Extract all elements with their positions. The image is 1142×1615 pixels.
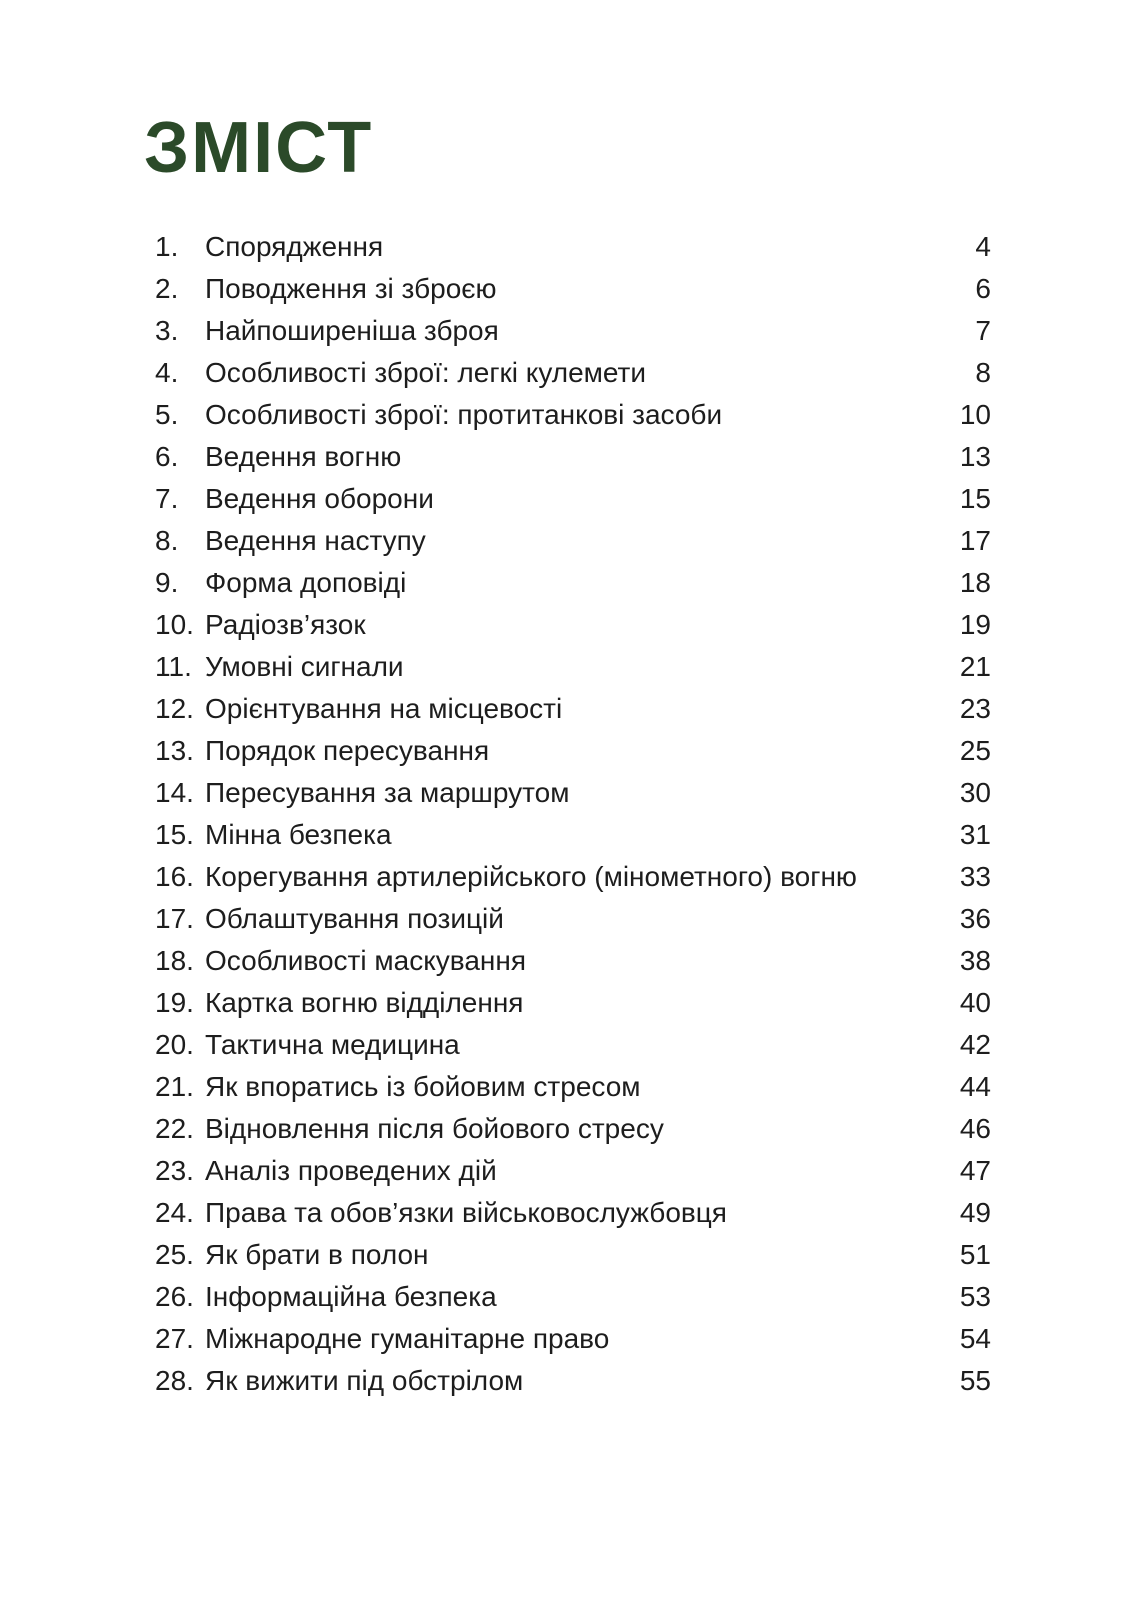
toc-row-title: Корегування артилерійського (мінометного) вогню [205, 861, 857, 892]
toc-row-title: Ведення оборони [205, 483, 434, 514]
toc-row [155, 982, 991, 1024]
toc-row-number: 24. [155, 1197, 194, 1228]
toc-row-number: 8. [155, 525, 179, 556]
toc-row-page: 7 [975, 315, 991, 346]
toc-row-title: Особливості зброї: протитанкові засоби [205, 399, 723, 430]
toc-row-page: 49 [959, 1197, 991, 1228]
toc-row-page: 25 [959, 735, 991, 766]
toc-row-page: 17 [959, 525, 991, 556]
toc-row [155, 1150, 991, 1192]
toc-row-title: Особливості маскування [205, 945, 526, 976]
toc-row-page: 30 [959, 777, 991, 808]
toc-row-title: Найпоширеніша зброя [205, 315, 499, 346]
toc-row-number: 15. [155, 819, 194, 850]
toc-row-page: 4 [975, 231, 991, 262]
toc-row [155, 268, 991, 310]
toc-row-title: Особливості зброї: легкі кулемети [205, 357, 647, 388]
toc-row-number: 1. [155, 231, 179, 262]
toc-row [155, 394, 991, 436]
toc-row-title: Поводження зі зброєю [205, 273, 497, 304]
toc-row-page: 36 [959, 903, 991, 934]
toc-row-page: 8 [975, 357, 991, 388]
toc-row [155, 730, 991, 772]
toc-row [155, 856, 991, 898]
toc-row-number: 17. [155, 903, 194, 934]
toc-list [155, 226, 991, 1402]
toc-row-title: Облаштування позицій [205, 903, 504, 934]
toc-row-title: Ведення вогню [205, 441, 402, 472]
toc-row [155, 1318, 991, 1360]
toc-row [155, 310, 991, 352]
toc-row-page: 6 [975, 273, 991, 304]
toc-row [155, 478, 991, 520]
toc-row [155, 1276, 991, 1318]
toc-row [155, 436, 991, 478]
toc-row-number: 2. [155, 273, 179, 304]
toc-row-title: Спорядження [205, 231, 384, 262]
toc-row-page: 19 [959, 609, 991, 640]
toc-row-page: 13 [959, 441, 991, 472]
toc-row-number: 3. [155, 315, 179, 346]
page-title: ЗМІСТ [144, 108, 374, 188]
toc-row-page: 47 [959, 1155, 991, 1186]
toc-row [155, 940, 991, 982]
toc-row [155, 226, 991, 268]
toc-row-number: 19. [155, 987, 194, 1018]
toc-row-title: Права та обов’язки військовослужбовця [205, 1197, 727, 1228]
toc-row-title: Мінна безпека [205, 819, 392, 850]
toc-row-page: 42 [959, 1029, 991, 1060]
toc-row-number: 27. [155, 1323, 194, 1354]
toc-row-title: Інформаційна безпека [205, 1281, 497, 1312]
toc-row-number: 13. [155, 735, 194, 766]
toc-row [155, 1360, 991, 1402]
toc-row-number: 10. [155, 609, 194, 640]
toc-row-number: 6. [155, 441, 179, 472]
toc-row-number: 12. [155, 693, 194, 724]
toc-row-number: 20. [155, 1029, 194, 1060]
toc-row-number: 5. [155, 399, 179, 430]
toc-row-page: 21 [959, 651, 991, 682]
toc-row-number: 21. [155, 1071, 194, 1102]
toc-row-number: 28. [155, 1365, 194, 1396]
toc-row-title: Як брати в полон [205, 1239, 429, 1270]
toc-row [155, 352, 991, 394]
toc-row-title: Ведення наступу [205, 525, 426, 556]
toc-row-page: 46 [959, 1113, 991, 1144]
toc-row-number: 26. [155, 1281, 194, 1312]
toc-row-title: Як вижити під обстрілом [205, 1365, 524, 1396]
toc-row [155, 1024, 991, 1066]
toc-row-page: 10 [959, 399, 991, 430]
toc-row [155, 898, 991, 940]
toc-row-title: Як впоратись із бойовим стресом [205, 1071, 641, 1102]
toc-row-title: Відновлення після бойового стресу [205, 1113, 664, 1144]
toc-row [155, 772, 991, 814]
toc-row-title: Форма доповіді [205, 567, 407, 598]
toc-row-title: Радіозв’язок [205, 609, 366, 640]
toc-row-number: 9. [155, 567, 179, 598]
toc-row [155, 520, 991, 562]
toc-row-page: 54 [959, 1323, 991, 1354]
toc-row [155, 562, 991, 604]
toc-row-page: 38 [959, 945, 991, 976]
toc-row-title: Тактична медицина [205, 1029, 460, 1060]
toc-row-page: 40 [959, 987, 991, 1018]
toc-row-title: Порядок пересування [205, 735, 490, 766]
toc-row-page: 44 [959, 1071, 991, 1102]
toc-row-title: Картка вогню відділення [205, 987, 524, 1018]
toc-row-number: 7. [155, 483, 179, 514]
toc-row-number: 25. [155, 1239, 194, 1270]
toc-row-title: Орієнтування на місцевості [205, 693, 563, 724]
toc-row [155, 1192, 991, 1234]
toc-row [155, 1066, 991, 1108]
toc-row-title: Умовні сигнали [205, 651, 404, 682]
toc-row-number: 16. [155, 861, 194, 892]
toc-row-number: 18. [155, 945, 194, 976]
toc-row-number: 11. [155, 651, 192, 682]
toc-row-page: 18 [959, 567, 991, 598]
toc-row-page: 33 [959, 861, 991, 892]
toc-row-title: Пересування за маршрутом [205, 777, 570, 808]
toc-row-page: 15 [959, 483, 991, 514]
toc-row [155, 1108, 991, 1150]
toc-row-page: 31 [959, 819, 991, 850]
toc-row-title: Міжнародне гуманітарне право [205, 1323, 610, 1354]
toc-row [155, 646, 991, 688]
toc-row-page: 23 [959, 693, 991, 724]
toc-row-page: 51 [959, 1239, 991, 1270]
toc-row [155, 814, 991, 856]
toc-row [155, 604, 991, 646]
toc-row-number: 22. [155, 1113, 194, 1144]
toc-row-title: Аналіз проведених дій [205, 1155, 497, 1186]
toc-row-number: 14. [155, 777, 194, 808]
toc-row [155, 688, 991, 730]
toc-row [155, 1234, 991, 1276]
toc-row-number: 23. [155, 1155, 194, 1186]
toc-row-page: 55 [959, 1365, 991, 1396]
toc-row-number: 4. [155, 357, 179, 388]
toc-row-page: 53 [959, 1281, 991, 1312]
